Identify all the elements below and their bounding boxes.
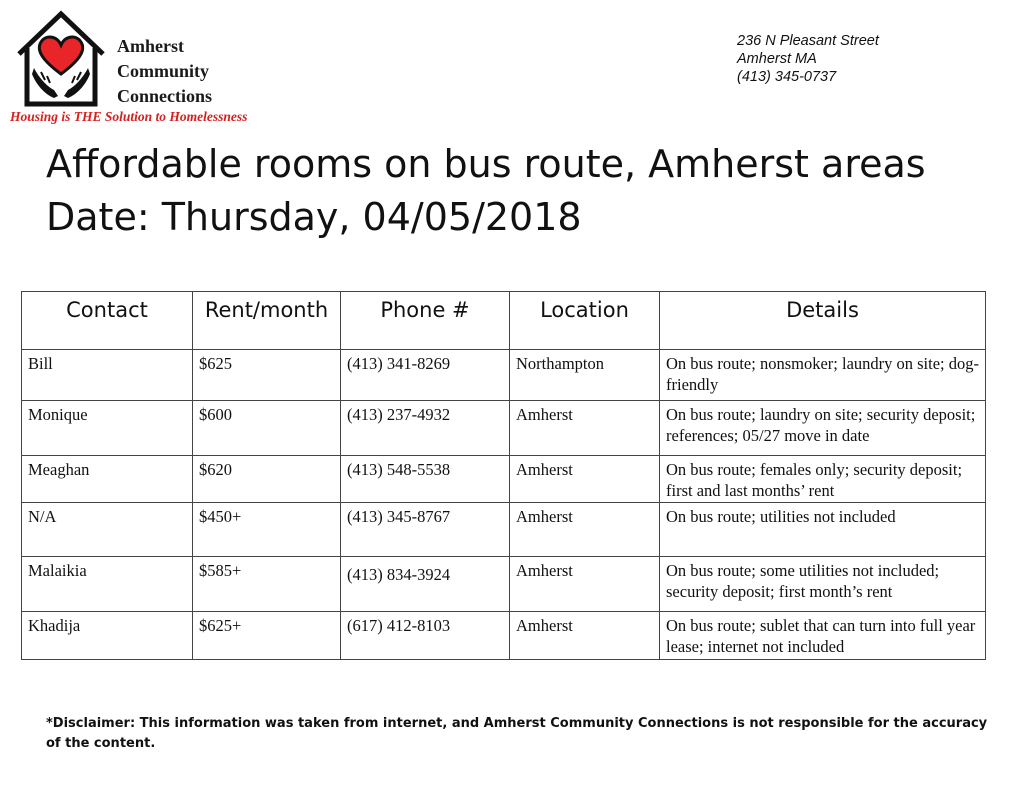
- table-row: [22, 350, 986, 401]
- cell-contact: Meaghan: [22, 456, 193, 503]
- cell-rent: $625+: [193, 612, 341, 660]
- column-header-phone: Phone #: [341, 292, 510, 350]
- cell-details: On bus route; utilities not included: [660, 503, 986, 557]
- page-title: [46, 138, 926, 244]
- table-row: [22, 401, 986, 456]
- cell-phone: (413) 345-8767: [341, 503, 510, 557]
- tagline: Housing is THE Solution to Homelessness: [10, 109, 248, 124]
- cell-rent: $450+: [193, 503, 341, 557]
- cell-details: On bus route; laundry on site; security deposit; references; 05/27 move in date: [660, 401, 986, 456]
- cell-rent: $620: [193, 456, 341, 503]
- organization-address: [737, 32, 879, 86]
- address-city: Amherst MA: [737, 51, 817, 67]
- cell-rent: $600: [193, 401, 341, 456]
- cell-rent: $625: [193, 350, 341, 401]
- title-line-1: Affordable rooms on bus route, Amherst areas: [46, 142, 926, 186]
- organization-name-line-1: Amherst: [117, 36, 184, 56]
- cell-phone: (413) 548-5538: [341, 456, 510, 503]
- address-phone: (413) 345-0737: [737, 69, 837, 85]
- column-header-details: Details: [660, 292, 986, 350]
- table-row: [22, 557, 986, 612]
- cell-location: Amherst: [510, 401, 660, 456]
- table-header-row: [22, 292, 986, 350]
- cell-contact: Khadija: [22, 612, 193, 660]
- organization-name: [117, 34, 212, 109]
- cell-phone: (413) 237-4932: [341, 401, 510, 456]
- cell-location: Amherst: [510, 557, 660, 612]
- table-row: [22, 456, 986, 503]
- cell-phone: (617) 412-8103: [341, 612, 510, 660]
- cell-rent: $585+: [193, 557, 341, 612]
- column-header-rent: Rent/month: [193, 292, 341, 350]
- organization-name-line-3: Connections: [117, 86, 213, 106]
- cell-contact: Malaikia: [22, 557, 193, 612]
- cell-phone: (413) 834-3924: [341, 557, 510, 612]
- cell-location: Amherst: [510, 456, 660, 503]
- cell-details: On bus route; sublet that can turn into full year lease; internet not included: [660, 612, 986, 660]
- table-row: [22, 503, 986, 557]
- title-line-2: Date: Thursday, 04/05/2018: [46, 195, 582, 239]
- cell-contact: Bill: [22, 350, 193, 401]
- organization-name-line-2: Community: [117, 61, 210, 81]
- column-header-location: Location: [510, 292, 660, 350]
- cell-location: Amherst: [510, 612, 660, 660]
- disclaimer: *Disclaimer: This information was taken from internet, and Amherst Community Connections is not responsible for the accuracy of the content.: [46, 716, 988, 751]
- table-row: [22, 612, 986, 660]
- address-street: 236 N Pleasant Street: [737, 33, 879, 49]
- cell-details: On bus route; some utilities not included; security deposit; first month’s rent: [660, 557, 986, 612]
- cell-phone: (413) 341-8269: [341, 350, 510, 401]
- cell-details: On bus route; nonsmoker; laundry on site; dog-friendly: [660, 350, 986, 401]
- column-header-contact: Contact: [22, 292, 193, 350]
- cell-contact: Monique: [22, 401, 193, 456]
- cell-details: On bus route; females only; security deposit; first and last months’ rent: [660, 456, 986, 503]
- listings-table: [21, 291, 986, 660]
- cell-location: Amherst: [510, 503, 660, 557]
- organization-logo: [10, 8, 290, 130]
- cell-contact: N/A: [22, 503, 193, 557]
- cell-location: Northampton: [510, 350, 660, 401]
- house-heart-hands-icon: [14, 10, 108, 108]
